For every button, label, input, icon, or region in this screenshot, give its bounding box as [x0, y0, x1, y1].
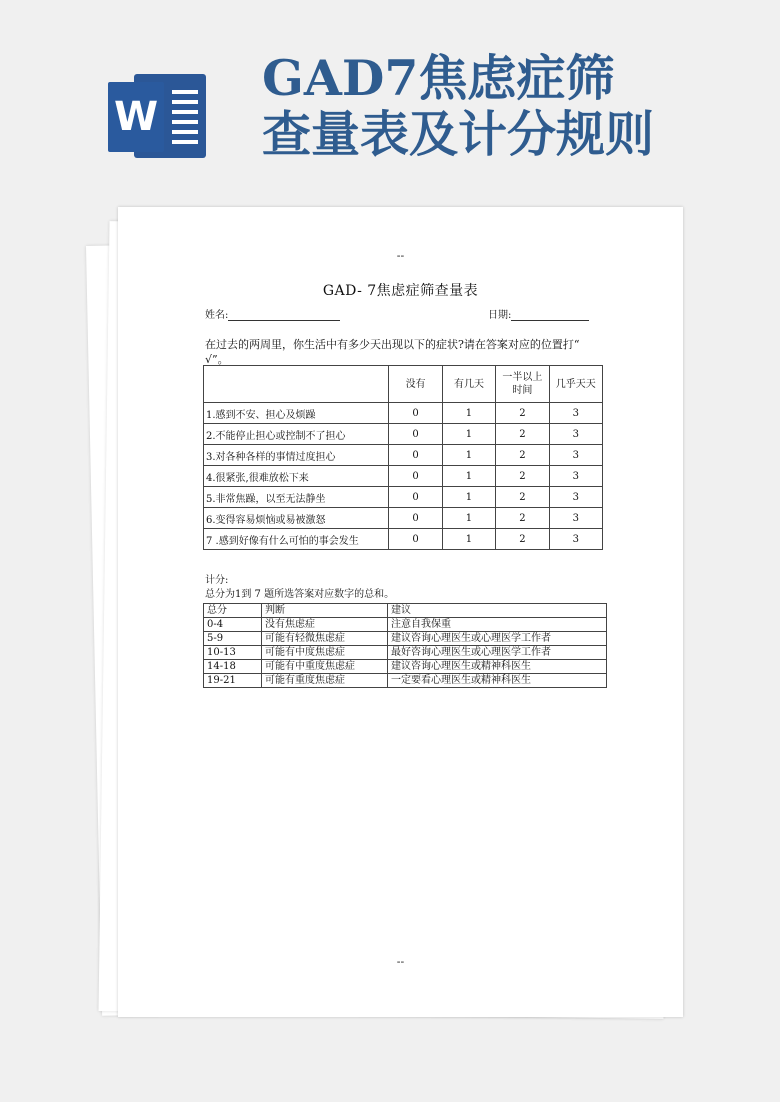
- date-underline: [511, 310, 589, 321]
- header-cell: 一半以上时间: [496, 366, 549, 403]
- score-cell: 0: [389, 508, 442, 529]
- table-row: [204, 403, 603, 424]
- header-cell: 几乎天天: [549, 366, 602, 403]
- table-row: [204, 529, 603, 550]
- date-label: 日期:: [488, 310, 512, 321]
- table-row: [204, 674, 607, 688]
- score-cell: 1: [442, 466, 495, 487]
- advice-cell: 最好咨询心理医生或心理医学工作者: [388, 646, 607, 660]
- word-doc-icon: [108, 70, 208, 162]
- document-page: [118, 207, 683, 1017]
- score-cell: 3: [549, 487, 602, 508]
- table-header-row: [204, 366, 603, 403]
- score-cell: 0: [389, 403, 442, 424]
- score-cell: 2: [496, 508, 549, 529]
- advice-cell: 建议咨询心理医生或心理医学工作者: [388, 632, 607, 646]
- table-row: [204, 618, 607, 632]
- header-cell: [204, 366, 389, 403]
- table-row: [204, 632, 607, 646]
- score-cell: 3: [549, 466, 602, 487]
- document-title: GAD- 7焦虑症筛查量表: [322, 283, 479, 299]
- item-cell: 5.非常焦躁，以至无法静坐: [204, 487, 389, 508]
- score-cell: 0: [389, 424, 442, 445]
- page-mark-top: --: [396, 249, 405, 262]
- page-mark-bottom: --: [396, 955, 405, 968]
- header-cell: 有几天: [442, 366, 495, 403]
- score-cell: 1: [442, 487, 495, 508]
- word-letter: W: [108, 82, 164, 152]
- item-cell: 6.变得容易烦恼或易被激怒: [204, 508, 389, 529]
- header-cell: 总分: [204, 604, 262, 618]
- item-cell: 7 .感到好像有什么可怕的事会发生: [204, 529, 389, 550]
- banner-title-line1: GAD7焦虑症筛: [262, 49, 615, 107]
- item-cell: 2.不能停止担心或控制不了担心: [204, 424, 389, 445]
- scoring-label: 计分:: [205, 575, 229, 586]
- score-cell: 2: [496, 529, 549, 550]
- table-row: [204, 646, 607, 660]
- item-cell: 1.感到不安、担心及烦躁: [204, 403, 389, 424]
- instructions-text: 在过去的两周里，你生活中有多少天出现以下的症状?请在答案对应的位置打“ √”。: [205, 338, 580, 366]
- header-cell: 建议: [388, 604, 607, 618]
- score-cell: 3: [549, 445, 602, 466]
- name-field: [205, 306, 340, 321]
- score-cell: 2: [496, 403, 549, 424]
- table-header-row: [204, 604, 607, 618]
- banner-title-line2: 查量表及计分规则: [262, 105, 655, 163]
- date-field: [488, 306, 589, 321]
- score-cell: 0: [389, 466, 442, 487]
- score-cell: 2: [496, 466, 549, 487]
- name-label: 姓名:: [205, 310, 229, 321]
- score-cell: 0: [389, 487, 442, 508]
- score-cell: 2: [496, 487, 549, 508]
- score-cell: 1: [442, 508, 495, 529]
- table-row: [204, 487, 603, 508]
- header-cell: 没有: [389, 366, 442, 403]
- score-range-cell: 5-9: [204, 632, 262, 646]
- score-cell: 2: [496, 424, 549, 445]
- table-row: [204, 660, 607, 674]
- score-cell: 0: [389, 529, 442, 550]
- table-row: [204, 466, 603, 487]
- banner-title: [262, 50, 702, 162]
- name-underline: [228, 310, 340, 321]
- advice-cell: 建议咨询心理医生或精神科医生: [388, 660, 607, 674]
- score-cell: 1: [442, 403, 495, 424]
- header-cell: 判断: [262, 604, 388, 618]
- score-cell: 1: [442, 424, 495, 445]
- score-range-cell: 19-21: [204, 674, 262, 688]
- score-cell: 3: [549, 508, 602, 529]
- score-cell: 2: [496, 445, 549, 466]
- score-cell: 3: [549, 424, 602, 445]
- judgment-cell: 没有焦虑症: [262, 618, 388, 632]
- table-row: [204, 508, 603, 529]
- advice-cell: 一定要看心理医生或精神科医生: [388, 674, 607, 688]
- score-range-cell: 0-4: [204, 618, 262, 632]
- judgment-cell: 可能有重度焦虑症: [262, 674, 388, 688]
- score-cell: 1: [442, 445, 495, 466]
- score-cell: 3: [549, 403, 602, 424]
- score-cell: 0: [389, 445, 442, 466]
- scoring-table: [203, 603, 607, 688]
- score-range-cell: 14-18: [204, 660, 262, 674]
- symptom-table: [203, 365, 603, 550]
- score-cell: 3: [549, 529, 602, 550]
- table-row: [204, 445, 603, 466]
- scoring-section: [205, 574, 394, 602]
- judgment-cell: 可能有中重度焦虑症: [262, 660, 388, 674]
- judgment-cell: 可能有轻微焦虑症: [262, 632, 388, 646]
- scoring-description: 总分为1到 7 题所选答案对应数字的总和。: [205, 589, 395, 600]
- judgment-cell: 可能有中度焦虑症: [262, 646, 388, 660]
- score-range-cell: 10-13: [204, 646, 262, 660]
- item-cell: 4.很紧张,很难放松下来: [204, 466, 389, 487]
- score-cell: 1: [442, 529, 495, 550]
- advice-cell: 注意自我保重: [388, 618, 607, 632]
- table-row: [204, 424, 603, 445]
- item-cell: 3.对各种各样的事情过度担心: [204, 445, 389, 466]
